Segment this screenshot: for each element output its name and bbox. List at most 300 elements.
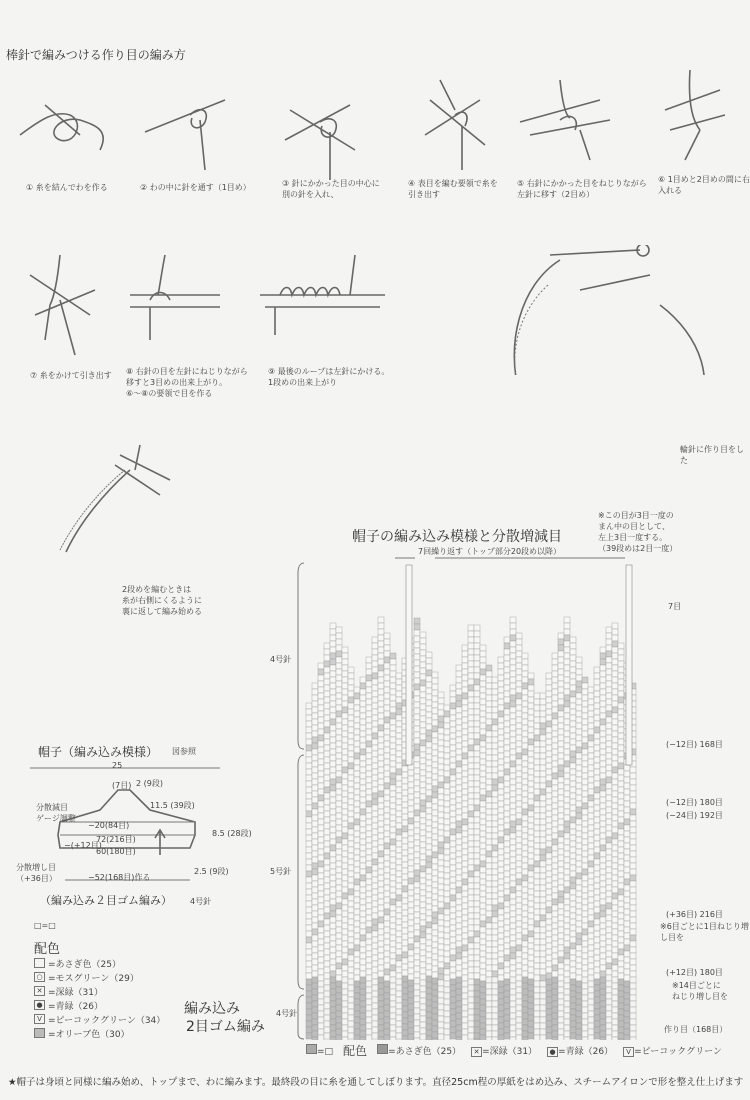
chart-cell	[372, 745, 378, 751]
chart-cell	[474, 799, 480, 805]
chart-cell	[612, 623, 618, 629]
chart-cell	[516, 825, 522, 831]
chart-cell	[504, 895, 510, 901]
chart-cell	[432, 834, 438, 840]
chart-cell	[402, 1030, 408, 1036]
chart-cell	[312, 959, 318, 965]
chart-cell	[432, 912, 438, 918]
chart-cell	[384, 693, 390, 699]
chart-cell	[348, 943, 354, 949]
chart-cell	[594, 895, 600, 901]
chart-cell	[432, 984, 438, 990]
chart-cell	[372, 1027, 378, 1033]
chart-cell	[534, 825, 540, 831]
chart-cell	[492, 1001, 498, 1007]
chart-cell	[396, 715, 402, 721]
chart-cell	[396, 685, 402, 691]
chart-cell	[558, 957, 564, 963]
chart-cell	[402, 850, 408, 856]
chart-cell	[468, 679, 474, 685]
chart-cell	[480, 885, 486, 891]
chart-cell	[384, 861, 390, 867]
chart-cell	[600, 989, 606, 995]
chart-cell	[474, 883, 480, 889]
chart-cell	[504, 817, 510, 823]
chart-cell	[378, 839, 384, 845]
chart-cell	[480, 669, 486, 675]
chart-cell	[312, 707, 318, 713]
chart-cell	[336, 1011, 342, 1017]
chart-cell	[414, 978, 420, 984]
chart-cell	[498, 873, 504, 879]
chart-cell	[516, 687, 522, 693]
chart-cell	[492, 797, 498, 803]
chart-cell	[354, 951, 360, 957]
chart-cell	[414, 618, 420, 624]
chart-cell	[324, 901, 330, 907]
chart-cell	[306, 727, 312, 733]
chart-cell	[348, 805, 354, 811]
chart-cell	[564, 689, 570, 695]
chart-cell	[432, 738, 438, 744]
chart-cell	[540, 1017, 546, 1023]
chart-cell	[438, 812, 444, 818]
chart-cell	[318, 789, 324, 795]
chart-cell	[492, 755, 498, 761]
bottom-legend-item	[306, 1044, 333, 1057]
chart-cell	[420, 956, 426, 962]
chart-cell	[558, 831, 564, 837]
chart-cell	[546, 913, 552, 919]
chart-cell	[336, 789, 342, 795]
chart-cell	[588, 975, 594, 981]
chart-cell	[582, 965, 588, 971]
chart-cell	[510, 629, 516, 635]
chart-cell	[570, 703, 576, 709]
chart-cell	[426, 796, 432, 802]
chart-cell	[402, 868, 408, 874]
chart-cell	[426, 898, 432, 904]
round2-note: 2段めを編むときは 糸が右側にくるように 裏に返して編み始める	[122, 585, 202, 616]
chart-cell	[588, 855, 594, 861]
chart-cell	[330, 875, 336, 881]
chart-cell	[540, 939, 546, 945]
chart-cell	[588, 933, 594, 939]
chart-cell	[432, 942, 438, 948]
right-note-8: 作り目（168目）	[664, 1025, 728, 1034]
chart-cell	[558, 915, 564, 921]
chart-cell	[534, 741, 540, 747]
chart-cell	[624, 903, 630, 909]
chart-cell	[312, 827, 318, 833]
chart-cell	[414, 822, 420, 828]
chart-cell	[372, 685, 378, 691]
chart-cell	[342, 845, 348, 851]
chart-cell	[534, 897, 540, 903]
chart-cell	[588, 1011, 594, 1017]
chart-cell	[324, 871, 330, 877]
chart-cell	[588, 951, 594, 957]
chart-cell	[450, 937, 456, 943]
chart-cell	[408, 776, 414, 782]
chart-cell	[582, 791, 588, 797]
chart-cell	[600, 995, 606, 1001]
chart-cell	[372, 715, 378, 721]
chart-cell	[306, 907, 312, 913]
chart-cell	[396, 1021, 402, 1027]
chart-cell	[450, 865, 456, 871]
chart-cell	[582, 1013, 588, 1019]
chart-cell	[426, 724, 432, 730]
chart-cell	[378, 683, 384, 689]
chart-cell	[498, 837, 504, 843]
legend-list	[34, 956, 165, 1040]
chart-cell	[618, 757, 624, 763]
chart-cell	[618, 823, 624, 829]
chart-cell	[540, 975, 546, 981]
chart-cell	[492, 989, 498, 995]
chart-cell	[552, 839, 558, 845]
chart-cell	[588, 831, 594, 837]
chart-cell	[312, 995, 318, 1001]
chart-cell	[444, 873, 450, 879]
chart-cell	[456, 1031, 462, 1037]
chart-cell	[534, 999, 540, 1005]
chart-cell	[570, 787, 576, 793]
chart-cell	[576, 921, 582, 927]
chart-cell	[630, 833, 636, 839]
chart-cell	[456, 803, 462, 809]
chart-cell	[408, 770, 414, 776]
chart-cell	[396, 943, 402, 949]
chart-cell	[468, 955, 474, 961]
chart-cell	[432, 870, 438, 876]
chart-cell	[414, 966, 420, 972]
chart-cell	[372, 913, 378, 919]
chart-cell	[438, 704, 444, 710]
chart-cell	[402, 886, 408, 892]
chart-cell	[576, 987, 582, 993]
chart-cell	[462, 927, 468, 933]
chart-cell	[558, 639, 564, 645]
bottom-legend-text: =青緑（26）	[558, 1047, 614, 1057]
chart-cell	[480, 873, 486, 879]
chart-cell	[456, 893, 462, 899]
chart-cell	[618, 847, 624, 853]
chart-cell	[486, 971, 492, 977]
chart-cell	[456, 671, 462, 677]
chart-cell	[354, 753, 360, 759]
chart-cell	[480, 1023, 486, 1029]
chart-cell	[348, 1027, 354, 1033]
chart-cell	[486, 839, 492, 845]
chart-cell	[306, 769, 312, 775]
chart-cell	[324, 757, 330, 763]
chart-cell	[306, 997, 312, 1003]
chart-cell	[540, 945, 546, 951]
chart-cell	[588, 717, 594, 723]
chart-cell	[330, 749, 336, 755]
chart-cell	[444, 807, 450, 813]
chart-cell	[336, 783, 342, 789]
chart-cell	[588, 1017, 594, 1023]
chart-cell	[462, 777, 468, 783]
chart-cell	[426, 718, 432, 724]
chart-cell	[468, 943, 474, 949]
chart-cell	[336, 885, 342, 891]
chart-cell	[588, 699, 594, 705]
chart-cell	[318, 813, 324, 819]
chart-cell	[576, 939, 582, 945]
chart-cell	[324, 697, 330, 703]
chart-cell	[474, 823, 480, 829]
chart-cell	[612, 791, 618, 797]
chart-cell	[528, 757, 534, 763]
chart-cell	[522, 845, 528, 851]
chart-cell	[582, 1031, 588, 1037]
chart-cell	[336, 705, 342, 711]
chart-cell	[588, 921, 594, 927]
chart-cell	[498, 705, 504, 711]
chart-cell	[468, 667, 474, 673]
chart-cell	[498, 723, 504, 729]
chart-cell	[438, 1028, 444, 1034]
chart-cell	[420, 824, 426, 830]
chart-cell	[510, 971, 516, 977]
chart-cell	[516, 813, 522, 819]
chart-cell	[570, 799, 576, 805]
chart-cell	[516, 993, 522, 999]
chart-cell	[348, 961, 354, 967]
chart-cell	[354, 963, 360, 969]
chart-cell	[564, 887, 570, 893]
diagram-d4: −20(84目)	[88, 821, 130, 830]
chart-cell	[564, 959, 570, 965]
chart-cell	[546, 679, 552, 685]
chart-cell	[474, 1033, 480, 1039]
chart-cell	[624, 1011, 630, 1017]
chart-cell	[462, 663, 468, 669]
chart-cell	[468, 967, 474, 973]
chart-cell	[438, 872, 444, 878]
chart-cell	[564, 791, 570, 797]
chart-cell	[480, 981, 486, 987]
chart-cell	[468, 625, 474, 631]
chart-cell	[354, 921, 360, 927]
chart-cell	[456, 977, 462, 983]
chart-cell	[528, 691, 534, 697]
chart-cell	[516, 873, 522, 879]
chart-cell	[630, 797, 636, 803]
chart-cell	[420, 866, 426, 872]
chart-cell	[426, 802, 432, 808]
chart-cell	[408, 890, 414, 896]
chart-cell	[372, 655, 378, 661]
chart-cell	[618, 883, 624, 889]
chart-cell	[378, 935, 384, 941]
chart-cell	[594, 1033, 600, 1039]
chart-cell	[444, 963, 450, 969]
legend-swatch: ●	[547, 1047, 558, 1057]
chart-cell	[354, 909, 360, 915]
chart-cell	[468, 781, 474, 787]
chart-cell	[336, 1017, 342, 1023]
chart-cell	[414, 960, 420, 966]
chart-cell	[330, 761, 336, 767]
chart-cell	[510, 845, 516, 851]
chart-cell	[456, 749, 462, 755]
chart-cell	[468, 757, 474, 763]
chart-cell	[618, 865, 624, 871]
chart-cell	[450, 949, 456, 955]
chart-cell	[438, 902, 444, 908]
chart-cell	[318, 687, 324, 693]
chart-cell	[582, 731, 588, 737]
chart-cell	[606, 681, 612, 687]
bottom-legend-item	[623, 1044, 722, 1057]
chart-cell	[456, 857, 462, 863]
chart-cell	[330, 629, 336, 635]
chart-cell	[342, 839, 348, 845]
chart-cell	[330, 893, 336, 899]
chart-cell	[480, 975, 486, 981]
chart-cell	[504, 751, 510, 757]
chart-cell	[606, 915, 612, 921]
chart-cell	[546, 991, 552, 997]
chart-cell	[630, 893, 636, 899]
chart-cell	[330, 839, 336, 845]
chart-cell	[510, 737, 516, 743]
chart-cell	[618, 955, 624, 961]
chart-cell	[492, 809, 498, 815]
chart-cell	[432, 744, 438, 750]
chart-cell	[426, 1000, 432, 1006]
chart-cell	[618, 805, 624, 811]
chart-cell	[498, 777, 504, 783]
chart-cell	[312, 905, 318, 911]
chart-cell	[546, 685, 552, 691]
chart-cell	[600, 767, 606, 773]
chart-cell	[366, 735, 372, 741]
chart-cell	[594, 805, 600, 811]
chart-cell	[414, 678, 420, 684]
chart-cell	[618, 985, 624, 991]
chart-cell	[558, 693, 564, 699]
chart-cell	[540, 993, 546, 999]
chart-cell	[528, 877, 534, 883]
chart-cell	[324, 847, 330, 853]
chart-cell	[444, 981, 450, 987]
chart-cell	[384, 879, 390, 885]
chart-cell	[366, 843, 372, 849]
chart-cell	[534, 933, 540, 939]
chart-cell	[414, 894, 420, 900]
chart-cell	[438, 1022, 444, 1028]
chart-cell	[564, 749, 570, 755]
chart-cell	[480, 915, 486, 921]
chart-cell	[450, 895, 456, 901]
chart-cell	[390, 983, 396, 989]
chart-cell	[348, 691, 354, 697]
chart-cell	[612, 1013, 618, 1019]
chart-cell	[624, 801, 630, 807]
chart-cell	[402, 1006, 408, 1012]
chart-cell	[570, 925, 576, 931]
chart-cell	[540, 1005, 546, 1011]
chart-cell	[438, 728, 444, 734]
chart-cell	[318, 897, 324, 903]
chart-cell	[306, 973, 312, 979]
chart-cell	[318, 873, 324, 879]
chart-cell	[396, 793, 402, 799]
chart-cell	[486, 671, 492, 677]
chart-cell	[402, 874, 408, 880]
chart-cell	[564, 1037, 570, 1040]
chart-cell	[546, 835, 552, 841]
chart-cell	[504, 715, 510, 721]
chart-cell	[594, 673, 600, 679]
chart-cell	[600, 713, 606, 719]
chart-cell	[360, 827, 366, 833]
chart-cell	[600, 851, 606, 857]
chart-cell	[552, 959, 558, 965]
chart-cell	[468, 691, 474, 697]
chart-cell	[492, 905, 498, 911]
chart-cell	[468, 883, 474, 889]
chart-cell	[444, 843, 450, 849]
chart-cell	[342, 683, 348, 689]
chart-cell	[312, 767, 318, 773]
chart-cell	[360, 779, 366, 785]
chart-cell	[402, 1036, 408, 1040]
diagram-top: 25	[112, 761, 123, 770]
chart-cell	[564, 947, 570, 953]
chart-cell	[360, 869, 366, 875]
chart-cell	[354, 1035, 360, 1040]
chart-cell	[618, 721, 624, 727]
chart-cell	[366, 777, 372, 783]
chart-cell	[342, 827, 348, 833]
chart-cell	[444, 945, 450, 951]
chart-cell	[450, 907, 456, 913]
chart-cell	[546, 1015, 552, 1021]
chart-cell	[414, 1020, 420, 1026]
chart-cell	[318, 717, 324, 723]
chart-cell	[426, 850, 432, 856]
chart-cell	[600, 929, 606, 935]
legend-swatch: ✕	[34, 986, 45, 996]
chart-cell	[552, 677, 558, 683]
steps-row2-illustration	[0, 245, 750, 375]
chart-cell	[606, 987, 612, 993]
chart-cell	[594, 703, 600, 709]
chart-cell	[600, 773, 606, 779]
chart-cell	[402, 892, 408, 898]
chart-cell	[504, 673, 510, 679]
chart-cell	[450, 805, 456, 811]
chart-cell	[612, 1007, 618, 1013]
chart-cell	[360, 965, 366, 971]
chart-cell	[438, 968, 444, 974]
chart-cell	[522, 695, 528, 701]
chart-cell	[546, 745, 552, 751]
chart-cell	[408, 986, 414, 992]
chart-cell	[354, 975, 360, 981]
chart-cell	[306, 1027, 312, 1033]
chart-cell	[438, 992, 444, 998]
chart-cell	[426, 670, 432, 676]
chart-cell	[348, 739, 354, 745]
